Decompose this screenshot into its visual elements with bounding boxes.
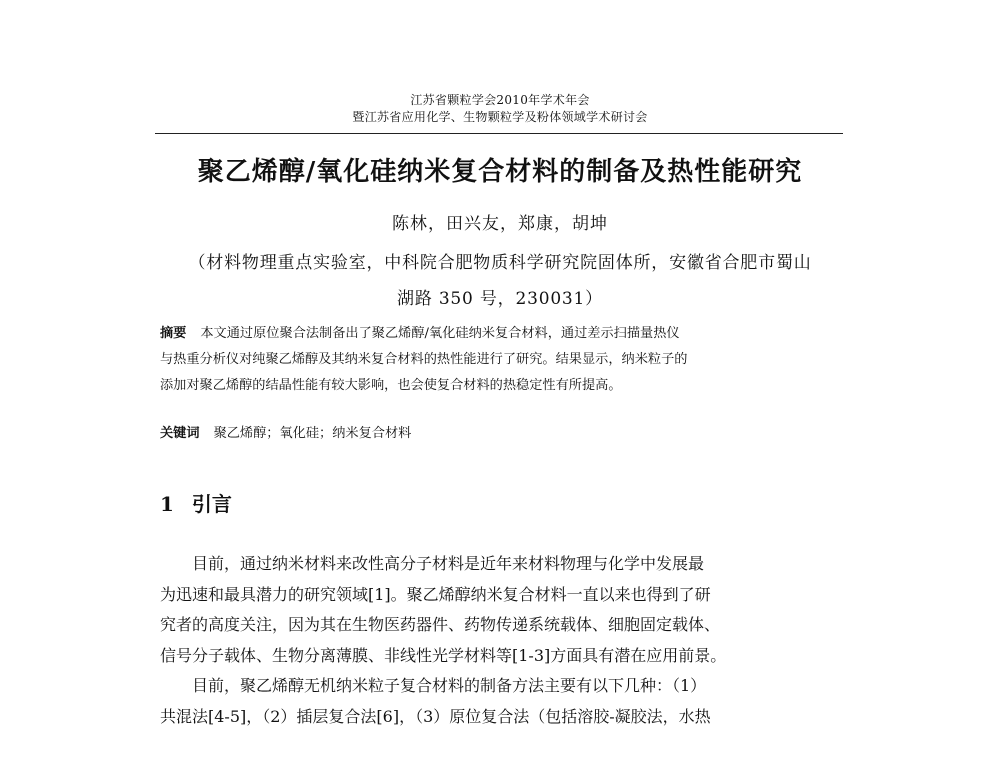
abstract-line: 添加对聚乙烯醇的结晶性能有较大影响，也会使复合材料的热稳定性有所提高。 xyxy=(160,378,622,393)
paragraph-line: 目前，通过纳米材料来改性高分子材料是近年来材料物理与化学中发展最 xyxy=(192,554,705,573)
abstract xyxy=(160,321,842,399)
keywords xyxy=(160,423,842,445)
keywords-label: 关键词 xyxy=(160,426,200,441)
abstract-line: 摘要 本文通过原位聚合法制备出了聚乙烯醇/氧化硅纳米复合材料，通过差示扫描量热仪 xyxy=(160,326,680,341)
section-body xyxy=(160,549,844,732)
paragraph-line: 共混法[4-5]，（2）插层复合法[6]，（3）原位复合法（包括溶胶-凝胶法，水热 xyxy=(160,706,711,726)
section-heading xyxy=(160,490,232,518)
paper-title: 聚乙烯醇/氧化硅纳米复合材料的制备及热性能研究 xyxy=(197,157,803,187)
conference-header xyxy=(155,92,845,126)
paragraph-line: 究者的高度关注，因为其在生物医药器件、药物传递系统载体、细胞固定载体、 xyxy=(160,615,721,634)
conference-header-line1: 江苏省颗粒学会2010年学术年会 xyxy=(410,93,590,107)
section-title: 引言 xyxy=(191,492,232,516)
affiliation-line2: 湖路 350 号，230031） xyxy=(397,289,603,309)
paragraph-line: 为迅速和最具潜力的研究领域[1]。聚乙烯醇纳米复合材料一直以来也得到了研 xyxy=(160,584,711,604)
abstract-label: 摘要 xyxy=(160,326,187,341)
section-number: 1 xyxy=(160,492,174,516)
author-list: 陈林，田兴友，郑康，胡坤 xyxy=(392,214,608,234)
affiliation xyxy=(155,245,845,317)
keywords-text: 聚乙烯醇；氧化硅；纳米复合材料 xyxy=(213,426,412,441)
paragraph-line: 信号分子载体、生物分离薄膜、非线性光学材料等[1-3]方面具有潜在应用前景。 xyxy=(160,645,727,665)
paragraph-line: 目前，聚乙烯醇无机纳米粒子复合材料的制备方法主要有以下几种：（1） xyxy=(192,676,707,695)
affiliation-line1: （材料物理重点实验室，中科院合肥物质科学研究院固体所，安徽省合肥市蜀山 xyxy=(188,253,812,273)
abstract-line: 与热重分析仪对纯聚乙烯醇及其纳米复合材料的热性能进行了研究。结果显示，纳米粒子的 xyxy=(160,352,688,367)
header-divider xyxy=(155,133,843,134)
conference-header-line2: 暨江苏省应用化学、生物颗粒学及粉体领域学术研讨会 xyxy=(352,110,648,124)
